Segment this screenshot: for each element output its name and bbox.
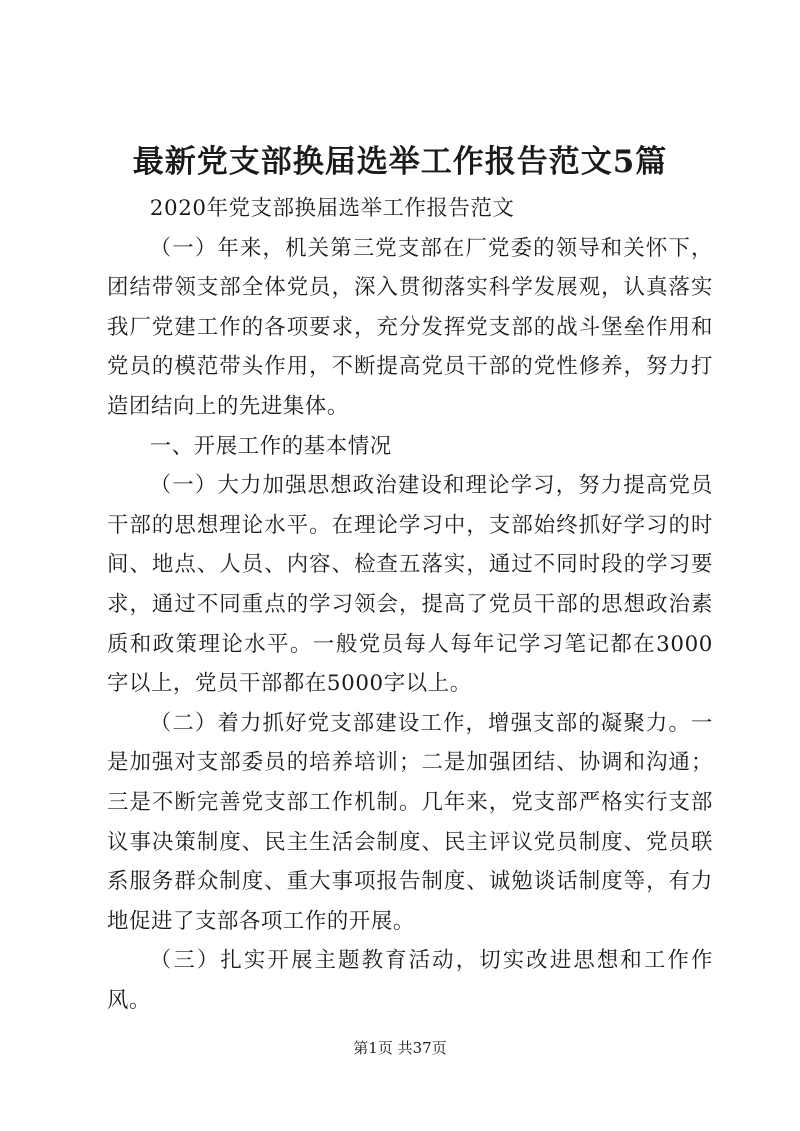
body-paragraph: （二）着力抓好党支部建设工作，增强支部的凝聚力。一是加强对支部委员的培养培训；二是加强团结、协调和沟通；三是不断完善党支部工作机制。几年来，党支部严格实行支部议事决策制度、民主生活会制度、民主评议党员制度、党员联系服务群众制度、重大事项报告制度、诚勉谈话制度等，有力地促进了支部各项工作的开展。 — [107, 710, 713, 934]
page-number-footer: 第1页 共37页 — [353, 1039, 447, 1057]
body-paragraph: （一）年来，机关第三党支部在厂党委的领导和关怀下，团结带领支部全体党员，深入贯彻落实科学发展观，认真落实我厂党建工作的各项要求，充分发挥党支部的战斗堡垒作用和党员的模范带头作用，不断提高党员干部的党性修养，努力打造团结向上的先进集体。 — [107, 235, 713, 419]
body-paragraph: （三）扎实开展主题教育活动，切实改进思想和工作作风。 — [107, 948, 713, 1013]
document-title: 最新党支部换届选举工作报告范文5篇 — [132, 144, 668, 180]
body-paragraph: （一）大力加强思想政治建设和理论学习，努力提高党员干部的思想理论水平。在理论学习中，支部始终抓好学习的时间、地点、人员、内容、检查五落实，通过不同时段的学习要求，通过不同重点的学习领会，提高了党员干部的思想政治素质和政策理论水平。一般党员每人每年记学习笔记都在3000字以上，党员干部都在5000字以上。 — [107, 473, 713, 697]
subtitle-paragraph: 2020年党支部换届选举工作报告范文 — [149, 196, 515, 221]
document-body — [107, 189, 713, 1020]
section-heading: 一、开展工作的基本情况 — [149, 433, 392, 459]
